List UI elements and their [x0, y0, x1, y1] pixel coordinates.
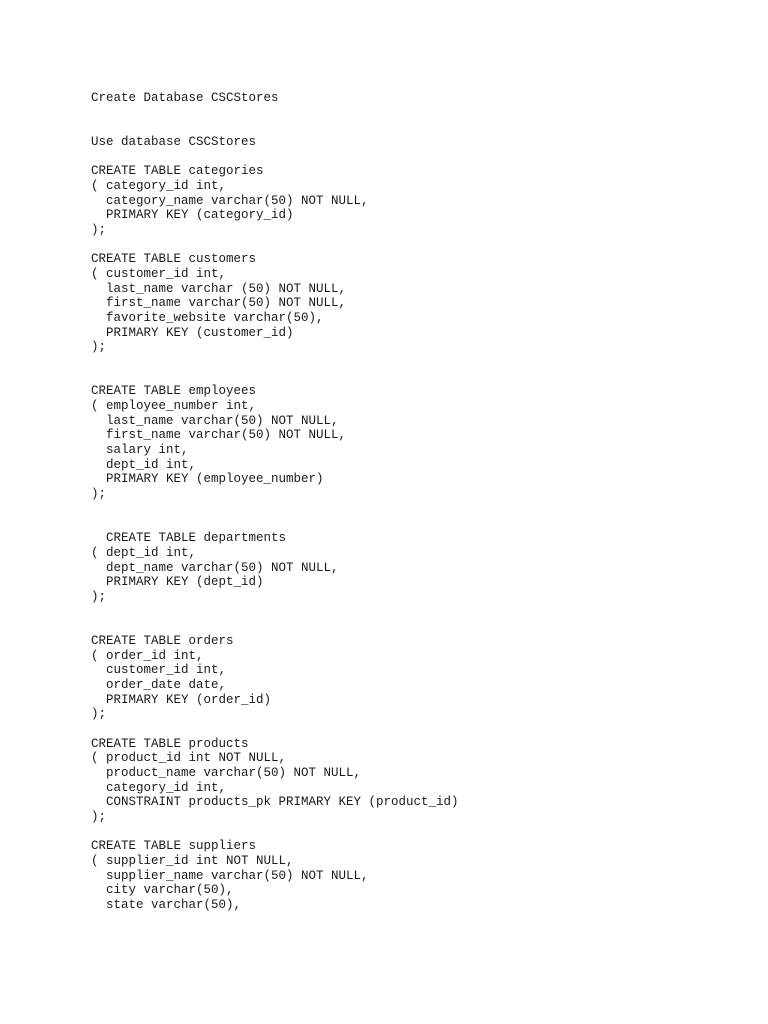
code-line: CREATE TABLE categories — [91, 164, 264, 179]
code-line: ( employee_number int, — [91, 399, 257, 414]
code-line: product_name varchar(50) NOT NULL, — [91, 765, 362, 780]
code-line: CREATE TABLE employees — [91, 384, 257, 399]
code-line: category_name varchar(50) NOT NULL, — [91, 193, 369, 208]
code-line: CREATE TABLE customers — [91, 252, 257, 267]
code-line: ( dept_id int, — [91, 545, 197, 560]
blank-line — [91, 619, 459, 634]
blank-line — [91, 722, 459, 737]
code-line: dept_id int, — [91, 457, 197, 472]
sql-script — [91, 91, 459, 913]
code-line: CREATE TABLE orders — [91, 633, 234, 648]
code-line: CREATE TABLE suppliers — [91, 839, 257, 854]
code-line: first_name varchar(50) NOT NULL, — [91, 296, 347, 311]
code-line: ( category_id int, — [91, 179, 227, 194]
code-line: PRIMARY KEY (dept_id) — [91, 575, 264, 590]
code-line: ); — [91, 809, 107, 824]
code-line: order_date date, — [91, 677, 227, 692]
code-line: ); — [91, 707, 107, 722]
code-line: first_name varchar(50) NOT NULL, — [91, 428, 347, 443]
blank-line — [91, 238, 459, 253]
code-line: state varchar(50), — [91, 897, 242, 912]
code-line: ( product_id int NOT NULL, — [91, 751, 287, 766]
code-line: city varchar(50), — [91, 883, 234, 898]
code-line: ( customer_id int, — [91, 267, 227, 282]
blank-line — [91, 106, 459, 121]
code-line: ); — [91, 340, 107, 355]
blank-line — [91, 502, 459, 517]
code-line: last_name varchar (50) NOT NULL, — [91, 281, 347, 296]
code-line: favorite_website varchar(50), — [91, 311, 324, 326]
blank-line — [91, 825, 459, 840]
code-line: CREATE TABLE products — [91, 736, 249, 751]
code-line: ); — [91, 589, 107, 604]
code-line: Create Database CSCStores — [91, 91, 279, 105]
code-line: salary int, — [91, 443, 189, 458]
code-line: ); — [91, 487, 107, 502]
blank-line — [91, 516, 459, 531]
code-line: PRIMARY KEY (category_id) — [91, 208, 294, 223]
code-line: ); — [91, 223, 107, 238]
blank-line — [91, 120, 459, 135]
code-line: ( order_id int, — [91, 648, 204, 663]
code-line: last_name varchar(50) NOT NULL, — [91, 413, 339, 428]
blank-line — [91, 150, 459, 165]
code-line: PRIMARY KEY (employee_number) — [91, 472, 324, 487]
code-line: dept_name varchar(50) NOT NULL, — [91, 560, 339, 575]
code-line: customer_id int, — [91, 663, 227, 678]
blank-line — [91, 605, 459, 620]
code-line: category_id int, — [91, 780, 227, 795]
code-line: PRIMARY KEY (order_id) — [91, 692, 272, 707]
code-line: ( supplier_id int NOT NULL, — [91, 853, 294, 868]
code-line: supplier_name varchar(50) NOT NULL, — [91, 868, 369, 883]
code-line: CREATE TABLE departments — [91, 531, 287, 546]
blank-line — [91, 370, 459, 385]
blank-line — [91, 355, 459, 370]
code-line: PRIMARY KEY (customer_id) — [91, 325, 294, 340]
code-line: CONSTRAINT products_pk PRIMARY KEY (product_id) — [91, 795, 459, 810]
code-line: Use database CSCStores — [91, 135, 257, 150]
